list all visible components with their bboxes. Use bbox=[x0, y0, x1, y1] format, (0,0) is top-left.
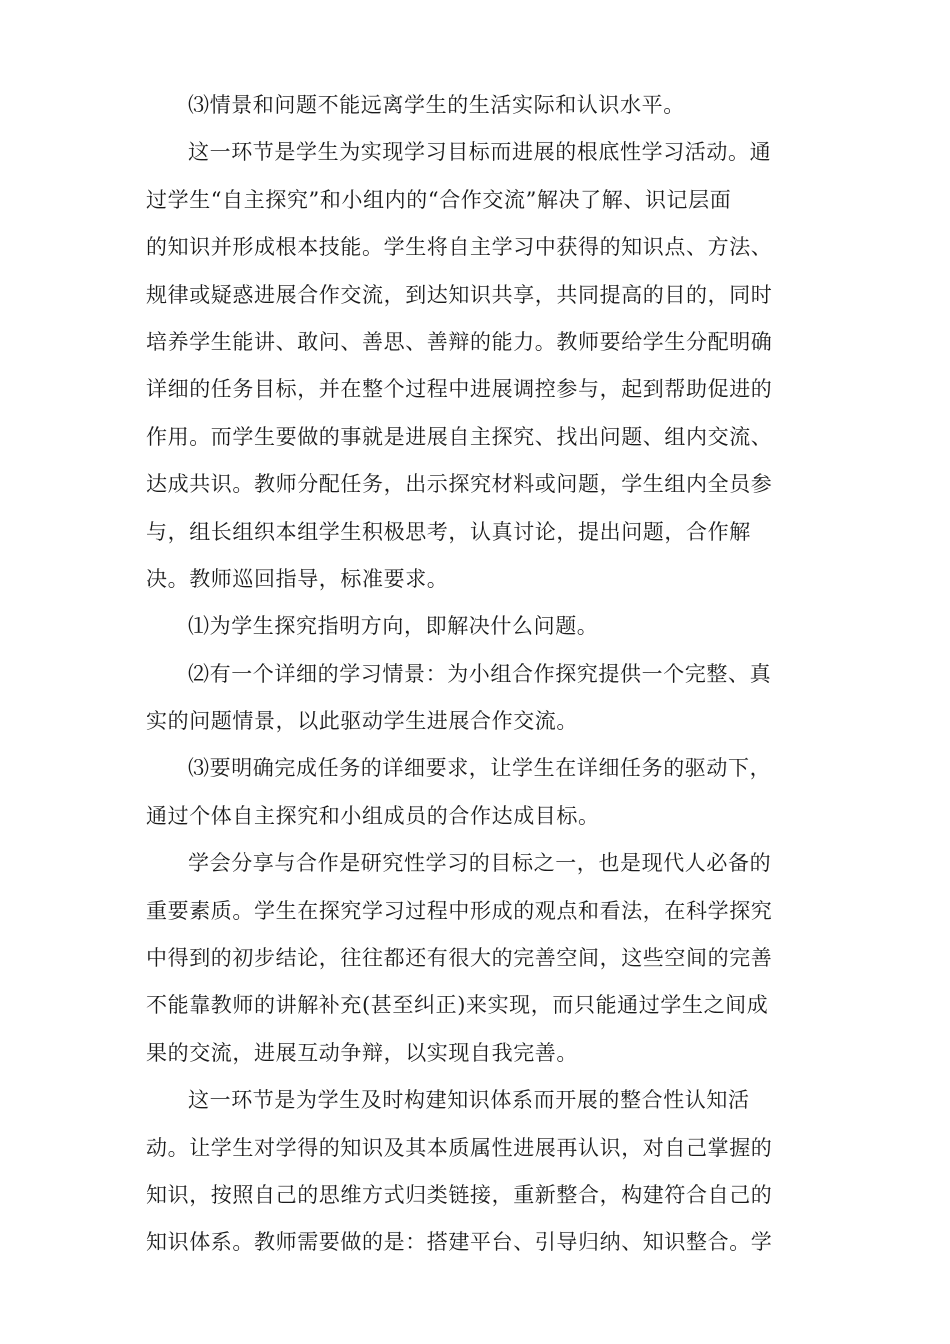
text-line: 知识体系。教师需要做的是：搭建平台、引导归纳、知识整合。学 bbox=[146, 1230, 773, 1255]
text-line: ⑶要明确完成任务的详细要求，让学生在详细任务的驱动下， bbox=[188, 756, 772, 781]
text-line: 达成共识。教师分配任务，出示探究材料或问题，学生组内全员参 bbox=[146, 472, 773, 497]
text-line: 详细的任务目标，并在整个过程中进展调控参与，起到帮助促进的 bbox=[146, 377, 773, 402]
text-line: ⑵有一个详细的学习情景：为小组合作探究提供一个完整、真 bbox=[188, 661, 772, 686]
text-line: 培养学生能讲、敢问、善思、善辩的能力。教师要给学生分配明确 bbox=[146, 329, 773, 354]
text-line: 通过个体自主探究和小组成员的合作达成目标。 bbox=[146, 803, 600, 828]
text-line: ⑴为学生探究指明方向，即解决什么问题。 bbox=[188, 614, 599, 639]
text-line: 果的交流，进展互动争辩，以实现自我完善。 bbox=[146, 1040, 578, 1065]
text-line: 重要素质。学生在探究学习过程中形成的观点和看法，在科学探究 bbox=[146, 898, 773, 923]
text-line: 不能靠教师的讲解补充(甚至纠正)来实现，而只能通过学生之间成 bbox=[146, 993, 769, 1018]
text-line: ⑶情景和问题不能远离学生的生活实际和认识水平。 bbox=[188, 93, 685, 117]
text-line: 这一环节是为学生及时构建知识体系而开展的整合性认知活 bbox=[188, 1088, 750, 1113]
text-line: 实的问题情景，以此驱动学生进展合作交流。 bbox=[146, 709, 578, 734]
text-line: 动。让学生对学得的知识及其本质属性进展再认识，对自己掌握的 bbox=[146, 1135, 773, 1160]
text-line: 知识，按照自己的思维方式归类链接，重新整合，构建符合自己的 bbox=[146, 1182, 773, 1207]
text-line: 中得到的初步结论，往往都还有很大的完善空间，这些空间的完善 bbox=[146, 946, 773, 971]
document-body bbox=[146, 82, 802, 1267]
text-line: 过学生“自主探究”和小组内的“合作交流”解决了解、识记层面 bbox=[146, 187, 732, 212]
text-line: 决。教师巡回指导，标准要求。 bbox=[146, 566, 449, 591]
text-line: 规律或疑惑进展合作交流，到达知识共享，共同提高的目的，同时 bbox=[146, 282, 773, 307]
text-line: 学会分享与合作是研究性学习的目标之一，也是现代人必备的 bbox=[188, 851, 772, 876]
text-line: 作用。而学生要做的事就是进展自主探究、找出问题、组内交流、 bbox=[146, 424, 773, 449]
text-line: 与，组长组织本组学生积极思考，认真讨论，提出问题，合作解 bbox=[146, 519, 751, 544]
text-line: 这一环节是学生为实现学习目标而进展的根底性学习活动。通 bbox=[188, 140, 772, 165]
text-line: 的知识并形成根本技能。学生将自主学习中获得的知识点、方法、 bbox=[146, 235, 773, 260]
